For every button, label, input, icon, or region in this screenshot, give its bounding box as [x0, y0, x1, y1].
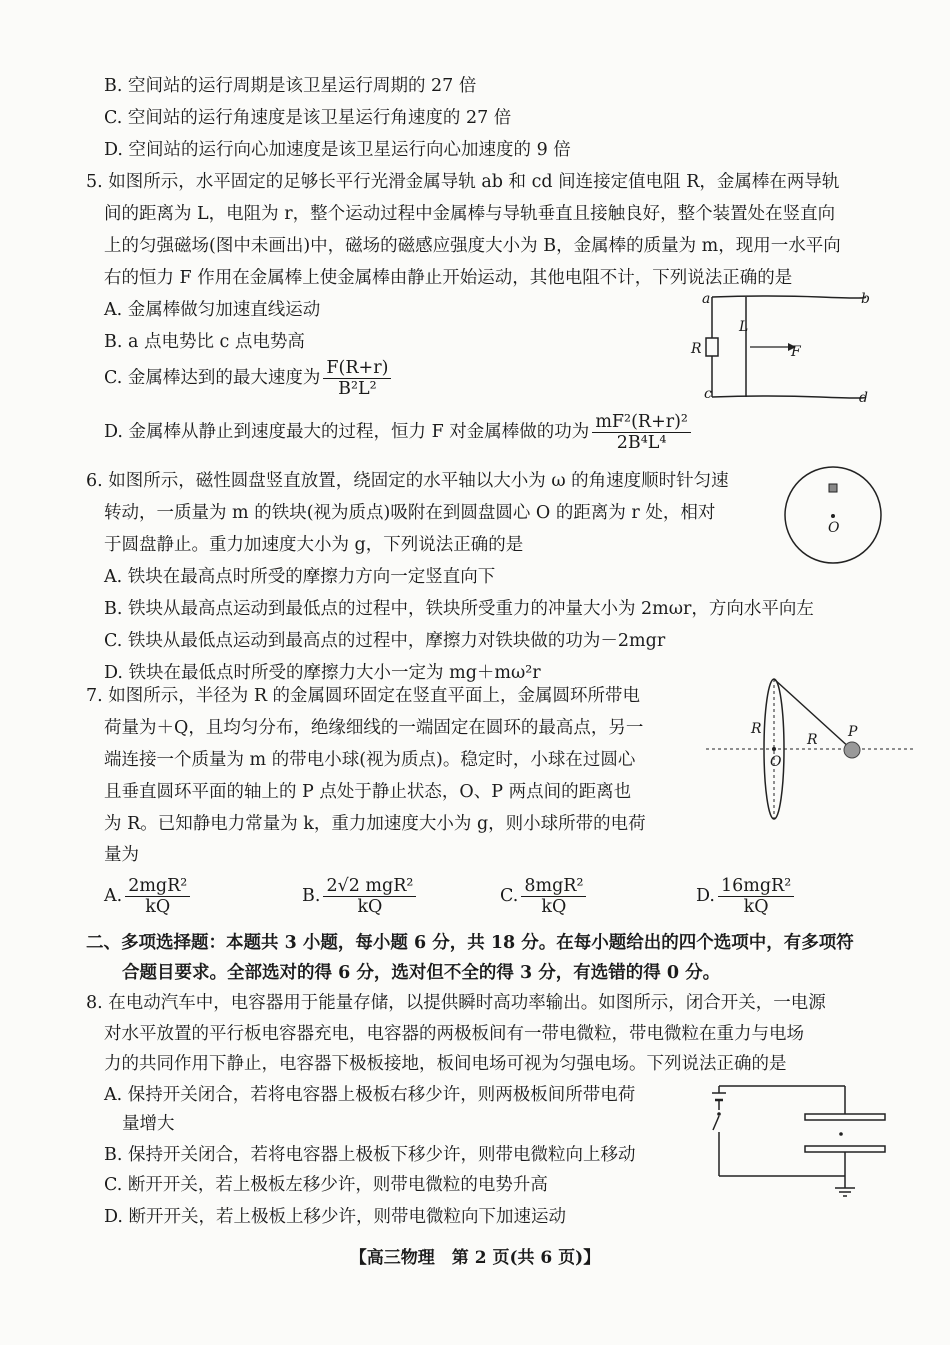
q6-option-d: D. 铁块在最低点时所受的摩擦力大小一定为 mg＋mω²r — [104, 663, 541, 683]
q6-option-c: C. 铁块从最低点运动到最高点的过程中，摩擦力对铁块做的功为－2mgr — [104, 631, 666, 651]
q5-option-d-denominator: 2B⁴L⁴ — [616, 433, 667, 453]
switch-icon — [713, 1116, 719, 1130]
label-r-vertical: R — [751, 721, 762, 737]
label-c: c — [704, 386, 712, 402]
label-r-horizontal: R — [807, 732, 818, 748]
q5-option-d — [104, 412, 694, 453]
iron-block — [829, 484, 837, 492]
q7-option-b-label: B. — [302, 886, 321, 906]
label-p: P — [848, 724, 858, 740]
q6-stem-line1: 6. 如图所示，磁性圆盘竖直放置，绕固定的水平轴以大小为 ω 的角速度顺时针匀速 — [86, 471, 729, 491]
resistor-r — [706, 338, 718, 356]
q8-option-d: D. 断开开关，若上极板上移少许，则带电微粒向下加速运动 — [104, 1207, 567, 1227]
q7-stem-line3: 端连接一个质量为 m 的带电小球(视为质点)。稳定时，小球在过圆心 — [104, 750, 636, 770]
q8-option-a-line2: 量增大 — [122, 1114, 175, 1134]
q5-option-c-text: C. 金属棒达到的最大速度为 — [104, 368, 321, 388]
label-d: d — [859, 390, 868, 406]
label-b: b — [861, 291, 870, 307]
q8-stem-line3: 力的共同作用下静止，电容器下极板接地，板间电场可视为匀强电场。下列说法正确的是 — [104, 1054, 787, 1074]
q8-option-c: C. 断开开关，若上极板左移少许，则带电微粒的电势升高 — [104, 1175, 548, 1195]
q6-disk-diagram — [778, 460, 888, 570]
q5-stem-line2: 间的距离为 L，电阻为 r，整个运动过程中金属棒与导轨垂直且接触良好，整个装置处在竖直向 — [104, 204, 836, 224]
q7-option-a-label: A. — [104, 886, 123, 906]
q5-option-b: B. a 点电势比 c 点电势高 — [104, 332, 305, 352]
q8-stem-line1: 8. 在电动汽车中，电容器用于能量存储，以提供瞬时高功率输出。如图所示，闭合开关，一电源 — [86, 993, 826, 1013]
q5-rail-diagram — [690, 285, 890, 410]
label-f: F — [791, 344, 801, 360]
q7-option-a — [104, 876, 193, 917]
q5-option-c-denominator: B²L² — [338, 379, 377, 399]
charged-ball — [844, 742, 860, 758]
q5-stem-line3: 上的匀强磁场(图中未画出)中，磁场的磁感应强度大小为 B，金属棒的质量为 m，现用一水平向 — [104, 236, 841, 256]
q4-option-c: C. 空间站的运行角速度是该卫星运行角速度的 27 倍 — [104, 108, 512, 128]
q7-option-c-fraction — [521, 876, 586, 917]
section2-heading-line2: 合题目要求。全部选对的得 6 分，选对但不全的得 3 分，有选错的得 0 分。 — [122, 963, 721, 983]
q7-option-c-numerator: 8mgR² — [521, 876, 586, 897]
q4-option-b: B. 空间站的运行周期是该卫星运行周期的 27 倍 — [104, 76, 477, 96]
label-o: O — [828, 520, 840, 536]
q7-option-c-denominator: kQ — [541, 897, 567, 917]
q6-stem-line2: 转动，一质量为 m 的铁块(视为质点)吸附在到圆盘圆心 O 的距离为 r 处，相对 — [104, 503, 716, 523]
q5-option-d-fraction — [592, 412, 691, 453]
q6-option-a: A. 铁块在最高点时所受的摩擦力方向一定竖直向下 — [104, 567, 496, 587]
label-r: R — [691, 341, 702, 357]
q5-stem-line4: 右的恒力 F 作用在金属棒上使金属棒由静止开始运动，其他电阻不计，下列说法正确的是 — [104, 268, 793, 288]
q7-stem-line2: 荷量为＋Q，且均匀分布，绝缘细线的一端固定在圆环的最高点，另一 — [104, 718, 644, 738]
q5-option-d-numerator: mF²(R+r)² — [592, 412, 691, 433]
q7-option-a-numerator: 2mgR² — [125, 876, 190, 897]
q4-option-d: D. 空间站的运行向心加速度是该卫星运行向心加速度的 9 倍 — [104, 140, 571, 160]
section2-heading-line1: 二、多项选择题：本题共 3 小题，每小题 6 分，共 18 分。在每小题给出的四个选项中，有多项符 — [86, 933, 854, 953]
label-o: O — [770, 754, 782, 770]
q7-stem-line1: 7. 如图所示，半径为 R 的金属圆环固定在竖直平面上，金属圆环所带电 — [86, 686, 641, 706]
charged-particle — [839, 1132, 843, 1136]
q7-stem-line4: 且垂直圆环平面的轴上的 P 点处于静止状态，O、P 两点间的距离也 — [104, 782, 632, 802]
q5-option-c-numerator: F(R+r) — [323, 358, 391, 379]
q5-option-d-text: D. 金属棒从静止到速度最大的过程，恒力 F 对金属棒做的功为 — [104, 422, 590, 442]
q8-option-b: B. 保持开关闭合，若将电容器上极板下移少许，则带电微粒向上移动 — [104, 1145, 636, 1165]
q7-option-a-denominator: kQ — [145, 897, 171, 917]
q8-stem-line2: 对水平放置的平行板电容器充电，电容器的两极板间有一带电微粒，带电微粒在重力与电场 — [104, 1024, 804, 1044]
upper-plate — [805, 1114, 885, 1120]
q7-option-b-fraction — [323, 876, 416, 917]
q7-option-d-fraction — [718, 876, 794, 917]
label-l: L — [739, 319, 749, 335]
q7-stem-line6: 量为 — [104, 845, 139, 865]
q7-option-a-fraction — [125, 876, 190, 917]
lower-plate — [805, 1146, 885, 1152]
q7-option-b — [302, 876, 419, 917]
q5-option-c — [104, 358, 394, 399]
q6-stem-line3: 于圆盘静止。重力加速度大小为 g，下列说法正确的是 — [104, 535, 524, 555]
q7-option-b-numerator: 2√2 mgR² — [323, 876, 416, 897]
q5-stem-line1: 5. 如图所示，水平固定的足够长平行光滑金属导轨 ab 和 cd 间连接定值电阻 R，金属棒在两导轨 — [86, 172, 840, 192]
q7-option-d-numerator: 16mgR² — [718, 876, 794, 897]
q7-option-d — [696, 876, 797, 917]
label-a: a — [702, 291, 711, 307]
q7-option-c-label: C. — [500, 886, 519, 906]
q7-option-c — [500, 876, 589, 917]
q8-capacitor-circuit — [700, 1080, 890, 1200]
q8-option-a-line1: A. 保持开关闭合，若将电容器上极板右移少许，则两极板间所带电荷 — [104, 1085, 636, 1105]
page-footer: 【高三物理 第 2 页(共 6 页)】 — [349, 1248, 601, 1268]
q7-option-d-denominator: kQ — [743, 897, 769, 917]
q7-ring-diagram — [700, 672, 920, 852]
q6-option-b: B. 铁块从最高点运动到最低点的过程中，铁块所受重力的冲量大小为 2mωr，方向水平向左 — [104, 599, 814, 619]
q7-option-b-denominator: kQ — [357, 897, 383, 917]
q5-option-a: A. 金属棒做匀加速直线运动 — [104, 300, 321, 320]
q7-stem-line5: 为 R。已知静电力常量为 k，重力加速度大小为 g，则小球所带的电荷 — [104, 814, 646, 834]
disk-center — [831, 514, 835, 518]
q7-option-d-label: D. — [696, 886, 715, 906]
q5-option-c-fraction — [323, 358, 391, 399]
